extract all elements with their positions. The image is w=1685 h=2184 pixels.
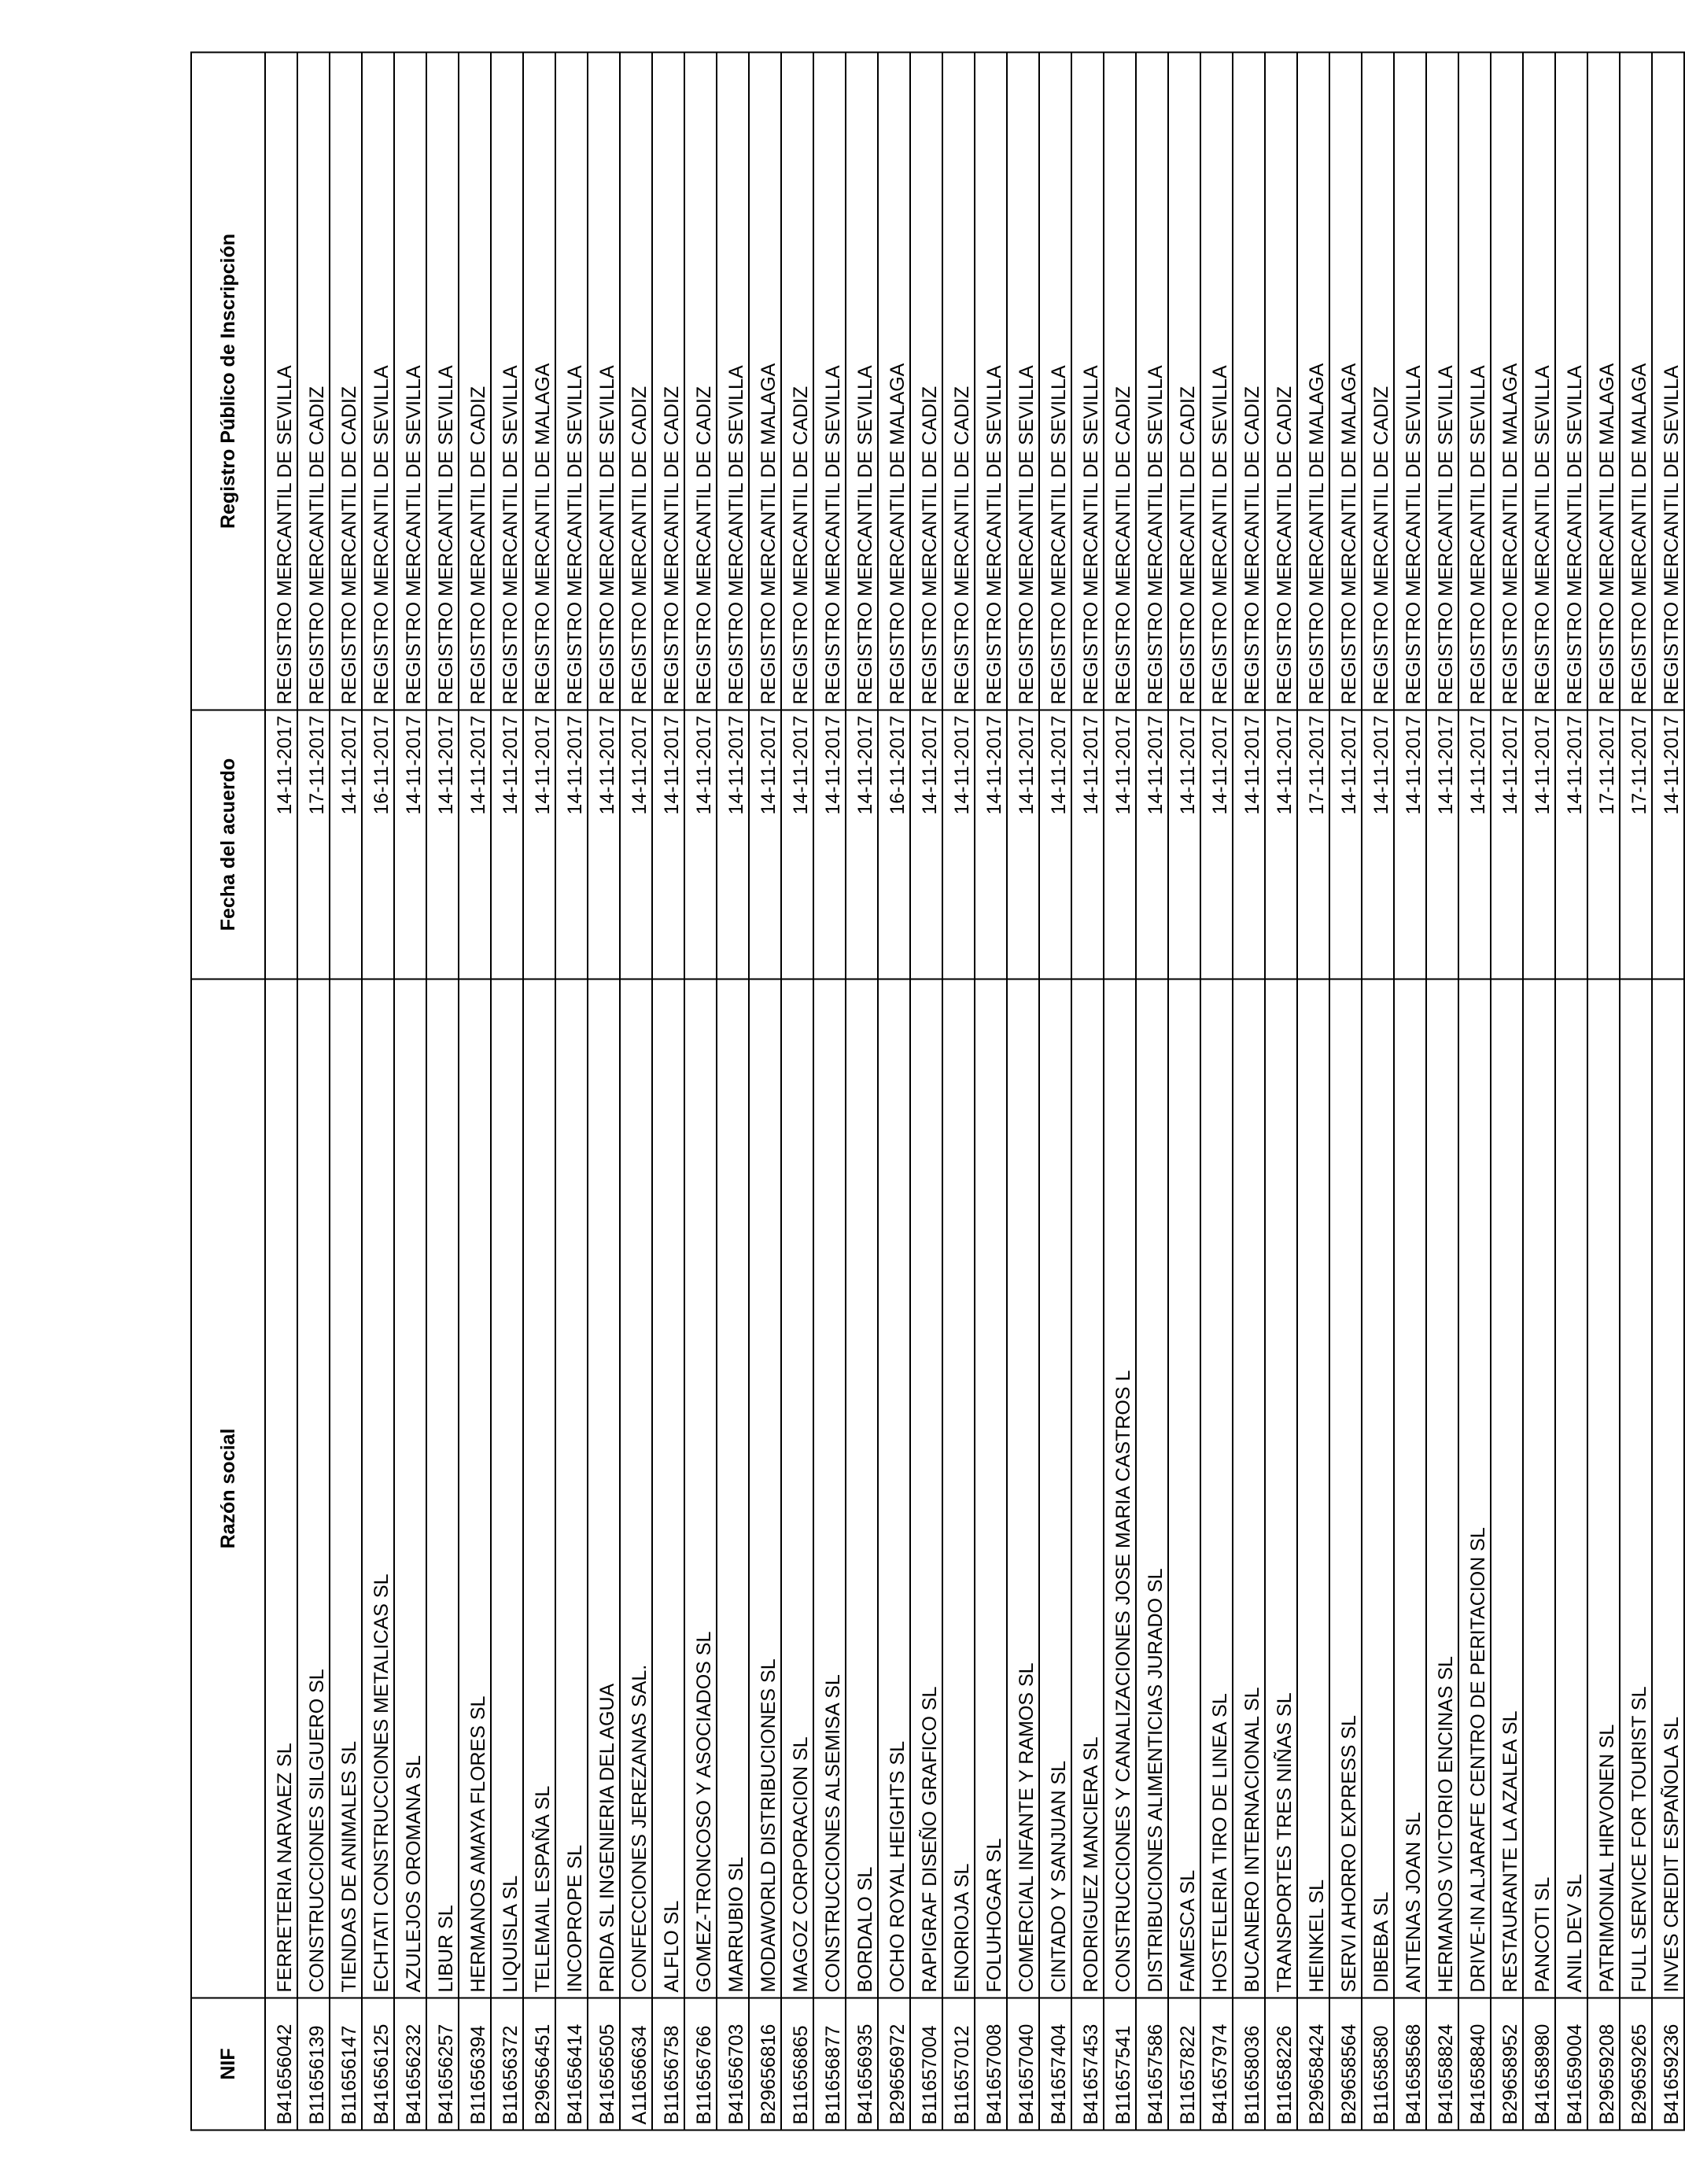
- cell-fecha: 14-11-2017: [491, 710, 523, 979]
- cell-fecha: 16-11-2017: [362, 710, 394, 979]
- cell-razon-social: INCOPROPE SL: [555, 979, 588, 1998]
- cell-fecha: 16-11-2017: [878, 710, 910, 979]
- cell-nif: B41656935: [846, 1998, 878, 2131]
- cell-registro: REGISTRO MERCANTIL DE CADIZ: [652, 53, 684, 710]
- cell-razon-social: CONSTRUCCIONES ALSEMISA SL: [813, 979, 846, 1998]
- cell-fecha: 14-11-2017: [846, 710, 878, 979]
- cell-fecha: 17-11-2017: [1620, 710, 1652, 979]
- cell-nif: B11656766: [684, 1998, 717, 2131]
- cell-registro: REGISTRO MERCANTIL DE SEVILLA: [717, 53, 749, 710]
- table-row: [717, 53, 749, 2131]
- cell-razon-social: MAGOZ CORPORACION SL: [781, 979, 813, 1998]
- table-row: [1104, 53, 1136, 2131]
- table-row: [846, 53, 878, 2131]
- cell-fecha: 14-11-2017: [265, 710, 297, 979]
- cell-registro: REGISTRO MERCANTIL DE CADIZ: [1104, 53, 1136, 710]
- table-row: [1200, 53, 1233, 2131]
- cell-fecha: 14-11-2017: [1007, 710, 1039, 979]
- cell-registro: REGISTRO MERCANTIL DE MALAGA: [1297, 53, 1329, 710]
- cell-razon-social: TRANSPORTES TRES NIÑAS SL: [1265, 979, 1297, 1998]
- table-row: [878, 53, 910, 2131]
- table-row: [781, 53, 813, 2131]
- cell-registro: REGISTRO MERCANTIL DE SEVILLA: [813, 53, 846, 710]
- cell-registro: REGISTRO MERCANTIL DE SEVILLA: [362, 53, 394, 710]
- cell-nif: B41656125: [362, 1998, 394, 2131]
- header-razon-social: Razón social: [191, 979, 265, 1998]
- table-row: [1555, 53, 1587, 2131]
- cell-razon-social: CONSTRUCCIONES SILGUERO SL: [297, 979, 330, 1998]
- cell-razon-social: FULL SERVICE FOR TOURIST SL: [1620, 979, 1652, 1998]
- cell-nif: B41656414: [555, 1998, 588, 2131]
- table-row: [330, 53, 362, 2131]
- table-row: [265, 53, 297, 2131]
- cell-razon-social: HERMANOS AMAYA FLORES SL: [459, 979, 491, 1998]
- table-row: [1652, 53, 1684, 2131]
- cell-nif: B41658568: [1394, 1998, 1426, 2131]
- table-row: [942, 53, 975, 2131]
- table-row: [1362, 53, 1394, 2131]
- cell-razon-social: INVES CREDIT ESPAÑOLA SL: [1652, 979, 1684, 1998]
- cell-registro: REGISTRO MERCANTIL DE SEVILLA: [426, 53, 459, 710]
- cell-registro: REGISTRO MERCANTIL DE SEVILLA: [1200, 53, 1233, 710]
- cell-nif: B11657012: [942, 1998, 975, 2131]
- cell-registro: REGISTRO MERCANTIL DE MALAGA: [749, 53, 781, 710]
- table-row: [555, 53, 588, 2131]
- cell-registro: REGISTRO MERCANTIL DE MALAGA: [523, 53, 555, 710]
- cell-razon-social: CONSTRUCCIONES Y CANALIZACIONES JOSE MARIA CASTROS L: [1104, 979, 1136, 1998]
- table-row: [1523, 53, 1555, 2131]
- cell-fecha: 14-11-2017: [1136, 710, 1168, 979]
- cell-registro: REGISTRO MERCANTIL DE SEVILLA: [975, 53, 1007, 710]
- cell-fecha: 14-11-2017: [1071, 710, 1104, 979]
- cell-razon-social: PRIDA SL INGENIERIA DEL AGUA: [588, 979, 620, 1998]
- cell-razon-social: DIBEBA SL: [1362, 979, 1394, 1998]
- table-row: [1329, 53, 1362, 2131]
- table-row: [684, 53, 717, 2131]
- table-row: [459, 53, 491, 2131]
- cell-registro: REGISTRO MERCANTIL DE CADIZ: [620, 53, 652, 710]
- cell-registro: REGISTRO MERCANTIL DE SEVILLA: [1136, 53, 1168, 710]
- cell-razon-social: TELEMAIL ESPAÑA SL: [523, 979, 555, 1998]
- cell-nif: B41657008: [975, 1998, 1007, 2131]
- cell-razon-social: HERMANOS VICTORIO ENCINAS SL: [1426, 979, 1458, 1998]
- table-row: [1587, 53, 1620, 2131]
- cell-razon-social: FOLUHOGAR SL: [975, 979, 1007, 1998]
- cell-fecha: 17-11-2017: [1297, 710, 1329, 979]
- cell-fecha: 14-11-2017: [394, 710, 426, 979]
- cell-fecha: 14-11-2017: [1458, 710, 1491, 979]
- rotated-table-container: [190, 53, 1683, 2131]
- cell-nif: B29656451: [523, 1998, 555, 2131]
- cell-registro: REGISTRO MERCANTIL DE CADIZ: [684, 53, 717, 710]
- cell-fecha: 14-11-2017: [1039, 710, 1071, 979]
- table-body: [265, 53, 1684, 2131]
- cell-nif: B41658824: [1426, 1998, 1458, 2131]
- table-row: [1039, 53, 1071, 2131]
- cell-registro: REGISTRO MERCANTIL DE CADIZ: [1362, 53, 1394, 710]
- cell-razon-social: MODAWORLD DISTRIBUCIONES SL: [749, 979, 781, 1998]
- table-row: [620, 53, 652, 2131]
- cell-razon-social: ANTENAS JOAN SL: [1394, 979, 1426, 1998]
- cell-fecha: 14-11-2017: [1265, 710, 1297, 979]
- cell-nif: B29658952: [1491, 1998, 1523, 2131]
- cell-fecha: 14-11-2017: [1168, 710, 1200, 979]
- cell-nif: B41657453: [1071, 1998, 1104, 2131]
- cell-registro: REGISTRO MERCANTIL DE SEVILLA: [1555, 53, 1587, 710]
- cell-razon-social: LIBUR SL: [426, 979, 459, 1998]
- cell-nif: B11657822: [1168, 1998, 1200, 2131]
- cell-registro: REGISTRO MERCANTIL DE CADIZ: [459, 53, 491, 710]
- table-row: [426, 53, 459, 2131]
- cell-registro: REGISTRO MERCANTIL DE SEVILLA: [1039, 53, 1071, 710]
- cell-fecha: 14-11-2017: [1329, 710, 1362, 979]
- cell-registro: REGISTRO MERCANTIL DE SEVILLA: [265, 53, 297, 710]
- cell-razon-social: LIQUISLA SL: [491, 979, 523, 1998]
- cell-nif: B11656372: [491, 1998, 523, 2131]
- table-row: [1136, 53, 1168, 2131]
- cell-registro: REGISTRO MERCANTIL DE SEVILLA: [1394, 53, 1426, 710]
- table-row: [1426, 53, 1458, 2131]
- cell-razon-social: HOSTELERIA TIRO DE LINEA SL: [1200, 979, 1233, 1998]
- cell-fecha: 14-11-2017: [1555, 710, 1587, 979]
- cell-nif: B29658564: [1329, 1998, 1362, 2131]
- cell-registro: REGISTRO MERCANTIL DE MALAGA: [1620, 53, 1652, 710]
- cell-fecha: 14-11-2017: [1426, 710, 1458, 979]
- cell-razon-social: CONFECCIONES JEREZANAS SAL.: [620, 979, 652, 1998]
- header-registro: Registro Público de Inscripción: [191, 53, 265, 710]
- table-row: [394, 53, 426, 2131]
- cell-fecha: 14-11-2017: [330, 710, 362, 979]
- cell-fecha: 14-11-2017: [1652, 710, 1684, 979]
- cell-fecha: 14-11-2017: [1394, 710, 1426, 979]
- cell-razon-social: MARRUBIO SL: [717, 979, 749, 1998]
- cell-razon-social: PATRIMONIAL HIRVONEN SL: [1587, 979, 1620, 1998]
- cell-razon-social: CINTADO Y SANJUAN SL: [1039, 979, 1071, 1998]
- cell-razon-social: FERRETERIA NARVAEZ SL: [265, 979, 297, 1998]
- table-row: [491, 53, 523, 2131]
- cell-razon-social: DRIVE-IN ALJARAFE CENTRO DE PERITACION SL: [1458, 979, 1491, 1998]
- cell-fecha: 17-11-2017: [297, 710, 330, 979]
- cell-nif: B41657404: [1039, 1998, 1071, 2131]
- cell-registro: REGISTRO MERCANTIL DE CADIZ: [1265, 53, 1297, 710]
- cell-razon-social: BORDALO SL: [846, 979, 878, 1998]
- cell-fecha: 14-11-2017: [684, 710, 717, 979]
- cell-registro: REGISTRO MERCANTIL DE CADIZ: [1168, 53, 1200, 710]
- table-row: [1620, 53, 1652, 2131]
- cell-nif: B11658036: [1233, 1998, 1265, 2131]
- table-row: [813, 53, 846, 2131]
- cell-registro: REGISTRO MERCANTIL DE SEVILLA: [588, 53, 620, 710]
- cell-registro: REGISTRO MERCANTIL DE MALAGA: [1329, 53, 1362, 710]
- cell-registro: REGISTRO MERCANTIL DE CADIZ: [330, 53, 362, 710]
- cell-registro: REGISTRO MERCANTIL DE SEVILLA: [1652, 53, 1684, 710]
- cell-nif: B29656816: [749, 1998, 781, 2131]
- cell-razon-social: RODRIGUEZ MANCIERA SL: [1071, 979, 1104, 1998]
- cell-fecha: 14-11-2017: [975, 710, 1007, 979]
- cell-nif: B11657541: [1104, 1998, 1136, 2131]
- table-row: [1265, 53, 1297, 2131]
- cell-nif: B11656147: [330, 1998, 362, 2131]
- cell-fecha: 14-11-2017: [588, 710, 620, 979]
- cell-fecha: 14-11-2017: [1104, 710, 1136, 979]
- cell-fecha: 14-11-2017: [910, 710, 942, 979]
- cell-fecha: 14-11-2017: [1491, 710, 1523, 979]
- cell-nif: B29658424: [1297, 1998, 1329, 2131]
- cell-fecha: 14-11-2017: [1523, 710, 1555, 979]
- cell-nif: B11658580: [1362, 1998, 1394, 2131]
- cell-razon-social: OCHO ROYAL HEIGHTS SL: [878, 979, 910, 1998]
- cell-razon-social: HEINKEL SL: [1297, 979, 1329, 1998]
- cell-nif: B11656394: [459, 1998, 491, 2131]
- cell-nif: B29659265: [1620, 1998, 1652, 2131]
- cell-nif: B41658980: [1523, 1998, 1555, 2131]
- registry-table: [190, 52, 1685, 2131]
- cell-razon-social: PANCOTI SL: [1523, 979, 1555, 1998]
- cell-nif: B41657586: [1136, 1998, 1168, 2131]
- cell-razon-social: GOMEZ-TRONCOSO Y ASOCIADOS SL: [684, 979, 717, 1998]
- table-row: [1491, 53, 1523, 2131]
- cell-registro: REGISTRO MERCANTIL DE SEVILLA: [491, 53, 523, 710]
- table-row: [297, 53, 330, 2131]
- cell-razon-social: RAPIGRAF DISEÑO GRAFICO SL: [910, 979, 942, 1998]
- cell-fecha: 14-11-2017: [813, 710, 846, 979]
- cell-nif: B41656505: [588, 1998, 620, 2131]
- cell-nif: B41656042: [265, 1998, 297, 2131]
- cell-razon-social: TIENDAS DE ANIMALES SL: [330, 979, 362, 1998]
- table-row: [1394, 53, 1426, 2131]
- cell-fecha: 14-11-2017: [523, 710, 555, 979]
- cell-registro: REGISTRO MERCANTIL DE MALAGA: [1587, 53, 1620, 710]
- cell-fecha: 14-11-2017: [749, 710, 781, 979]
- cell-fecha: 14-11-2017: [1200, 710, 1233, 979]
- cell-nif: B29656972: [878, 1998, 910, 2131]
- cell-razon-social: RESTAURANTE LA AZALEA SL: [1491, 979, 1523, 1998]
- cell-nif: B41656232: [394, 1998, 426, 2131]
- cell-razon-social: BUCANERO INTERNACIONAL SL: [1233, 979, 1265, 1998]
- cell-registro: REGISTRO MERCANTIL DE SEVILLA: [1007, 53, 1039, 710]
- table-row: [652, 53, 684, 2131]
- cell-registro: REGISTRO MERCANTIL DE CADIZ: [297, 53, 330, 710]
- cell-nif: B11657004: [910, 1998, 942, 2131]
- cell-fecha: 14-11-2017: [459, 710, 491, 979]
- cell-fecha: 14-11-2017: [781, 710, 813, 979]
- cell-registro: REGISTRO MERCANTIL DE SEVILLA: [1426, 53, 1458, 710]
- cell-nif: B11656139: [297, 1998, 330, 2131]
- cell-fecha: 14-11-2017: [942, 710, 975, 979]
- cell-razon-social: ALFLO SL: [652, 979, 684, 1998]
- cell-fecha: 14-11-2017: [652, 710, 684, 979]
- cell-razon-social: COMERCIAL INFANTE Y RAMOS SL: [1007, 979, 1039, 1998]
- cell-nif: B41656257: [426, 1998, 459, 2131]
- cell-nif: B11656877: [813, 1998, 846, 2131]
- cell-nif: B11656758: [652, 1998, 684, 2131]
- cell-registro: REGISTRO MERCANTIL DE SEVILLA: [1071, 53, 1104, 710]
- cell-registro: REGISTRO MERCANTIL DE CADIZ: [781, 53, 813, 710]
- cell-nif: B29659208: [1587, 1998, 1620, 2131]
- cell-nif: B41657040: [1007, 1998, 1039, 2131]
- cell-razon-social: ANIL DEV SL: [1555, 979, 1587, 1998]
- cell-razon-social: FAMESCA SL: [1168, 979, 1200, 1998]
- cell-registro: REGISTRO MERCANTIL DE CADIZ: [942, 53, 975, 710]
- table-row: [523, 53, 555, 2131]
- cell-nif: B11656865: [781, 1998, 813, 2131]
- cell-razon-social: ENORIOJA SL: [942, 979, 975, 1998]
- cell-registro: REGISTRO MERCANTIL DE CADIZ: [1233, 53, 1265, 710]
- cell-nif: B11658226: [1265, 1998, 1297, 2131]
- table-row: [362, 53, 394, 2131]
- cell-fecha: 14-11-2017: [426, 710, 459, 979]
- cell-registro: REGISTRO MERCANTIL DE SEVILLA: [1523, 53, 1555, 710]
- cell-razon-social: ECHTATI CONSTRUCCIONES METALICAS SL: [362, 979, 394, 1998]
- table-row: [1007, 53, 1039, 2131]
- header-nif: NIF: [191, 1998, 265, 2131]
- table-row: [1233, 53, 1265, 2131]
- table-row: [749, 53, 781, 2131]
- cell-registro: REGISTRO MERCANTIL DE SEVILLA: [1458, 53, 1491, 710]
- table-row: [1458, 53, 1491, 2131]
- header-fecha-acuerdo: Fecha del acuerdo: [191, 710, 265, 979]
- cell-nif: B41659236: [1652, 1998, 1684, 2131]
- cell-nif: B41659004: [1555, 1998, 1587, 2131]
- cell-registro: REGISTRO MERCANTIL DE MALAGA: [878, 53, 910, 710]
- cell-registro: REGISTRO MERCANTIL DE MALAGA: [1491, 53, 1523, 710]
- cell-registro: REGISTRO MERCANTIL DE SEVILLA: [846, 53, 878, 710]
- cell-razon-social: AZULEJOS OROMANA SL: [394, 979, 426, 1998]
- cell-razon-social: SERVI AHORRO EXPRESS SL: [1329, 979, 1362, 1998]
- table-row: [910, 53, 942, 2131]
- cell-fecha: 17-11-2017: [1587, 710, 1620, 979]
- table-row: [975, 53, 1007, 2131]
- table-row: [588, 53, 620, 2131]
- cell-nif: B41658840: [1458, 1998, 1491, 2131]
- cell-registro: REGISTRO MERCANTIL DE SEVILLA: [555, 53, 588, 710]
- cell-registro: REGISTRO MERCANTIL DE SEVILLA: [394, 53, 426, 710]
- cell-fecha: 14-11-2017: [555, 710, 588, 979]
- cell-registro: REGISTRO MERCANTIL DE CADIZ: [910, 53, 942, 710]
- cell-fecha: 14-11-2017: [620, 710, 652, 979]
- table-header-row: [191, 53, 265, 2131]
- table-row: [1071, 53, 1104, 2131]
- cell-fecha: 14-11-2017: [717, 710, 749, 979]
- cell-fecha: 14-11-2017: [1362, 710, 1394, 979]
- cell-nif: A11656634: [620, 1998, 652, 2131]
- table-row: [1297, 53, 1329, 2131]
- cell-razon-social: DISTRIBUCIONES ALIMENTICIAS JURADO SL: [1136, 979, 1168, 1998]
- cell-nif: B41657974: [1200, 1998, 1233, 2131]
- cell-fecha: 14-11-2017: [1233, 710, 1265, 979]
- table-row: [1168, 53, 1200, 2131]
- cell-nif: B41656703: [717, 1998, 749, 2131]
